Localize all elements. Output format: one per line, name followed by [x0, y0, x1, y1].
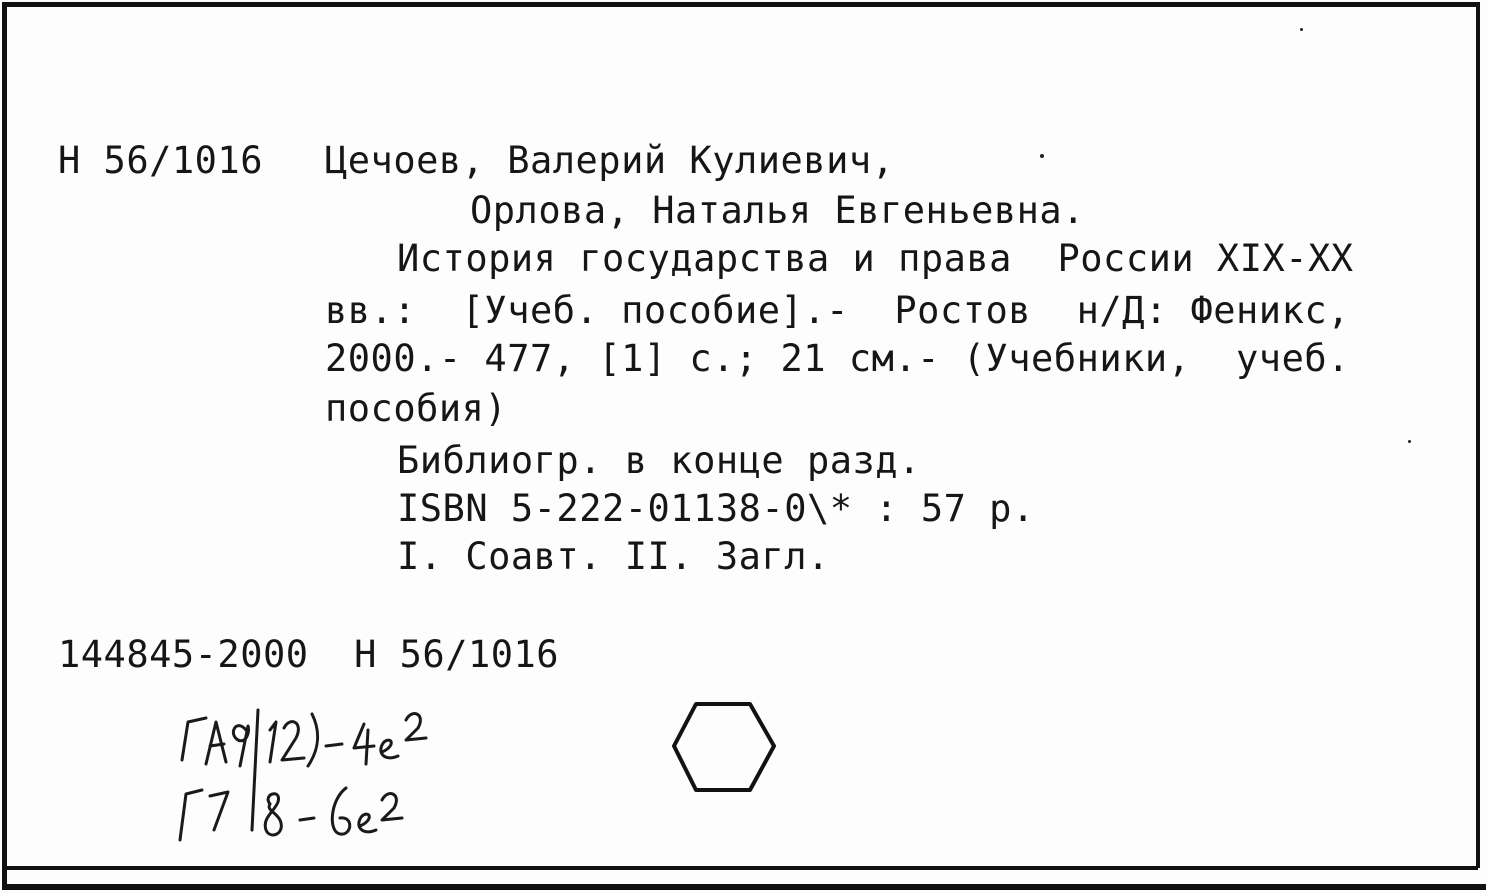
card-border-left [2, 2, 7, 890]
card-border-right [1476, 2, 1480, 868]
bibliography-note: Библиогр. в конце разд. [397, 439, 921, 482]
scan-speck [1300, 28, 1303, 31]
accession-line: 144845-2000 Н 56/1016 [58, 633, 560, 676]
shelfmark: Н 56/1016 [58, 139, 263, 182]
author-heading: Цечоев, Валерий Кулиевич, [325, 139, 895, 182]
hexagon-stamp [668, 698, 780, 798]
card-border-bottom [4, 866, 1478, 870]
title-line-3: 2000.- 477, [1] с.; 21 см.- (Учебники, учеб. [325, 337, 1350, 380]
tracings: I. Соавт. II. Загл. [397, 535, 830, 578]
card-border-top [4, 2, 1478, 7]
title-line-4: пособия) [325, 387, 508, 430]
isbn-line: ISBN 5-222-01138-0\* : 57 р. [397, 487, 1035, 530]
scan-speck [1408, 440, 1411, 443]
handwritten-classification [170, 700, 510, 860]
title-line-2: вв.: [Учеб. пособие].- Ростов н/Д: Феникс, [325, 289, 1350, 332]
scan-speck [1040, 154, 1044, 158]
title-line-1: История государства и права России XIX-XX [397, 237, 1354, 280]
coauthor-heading: Орлова, Наталья Евгеньевна. [470, 189, 1085, 232]
card-border-bottom-shadow [2, 884, 1486, 890]
